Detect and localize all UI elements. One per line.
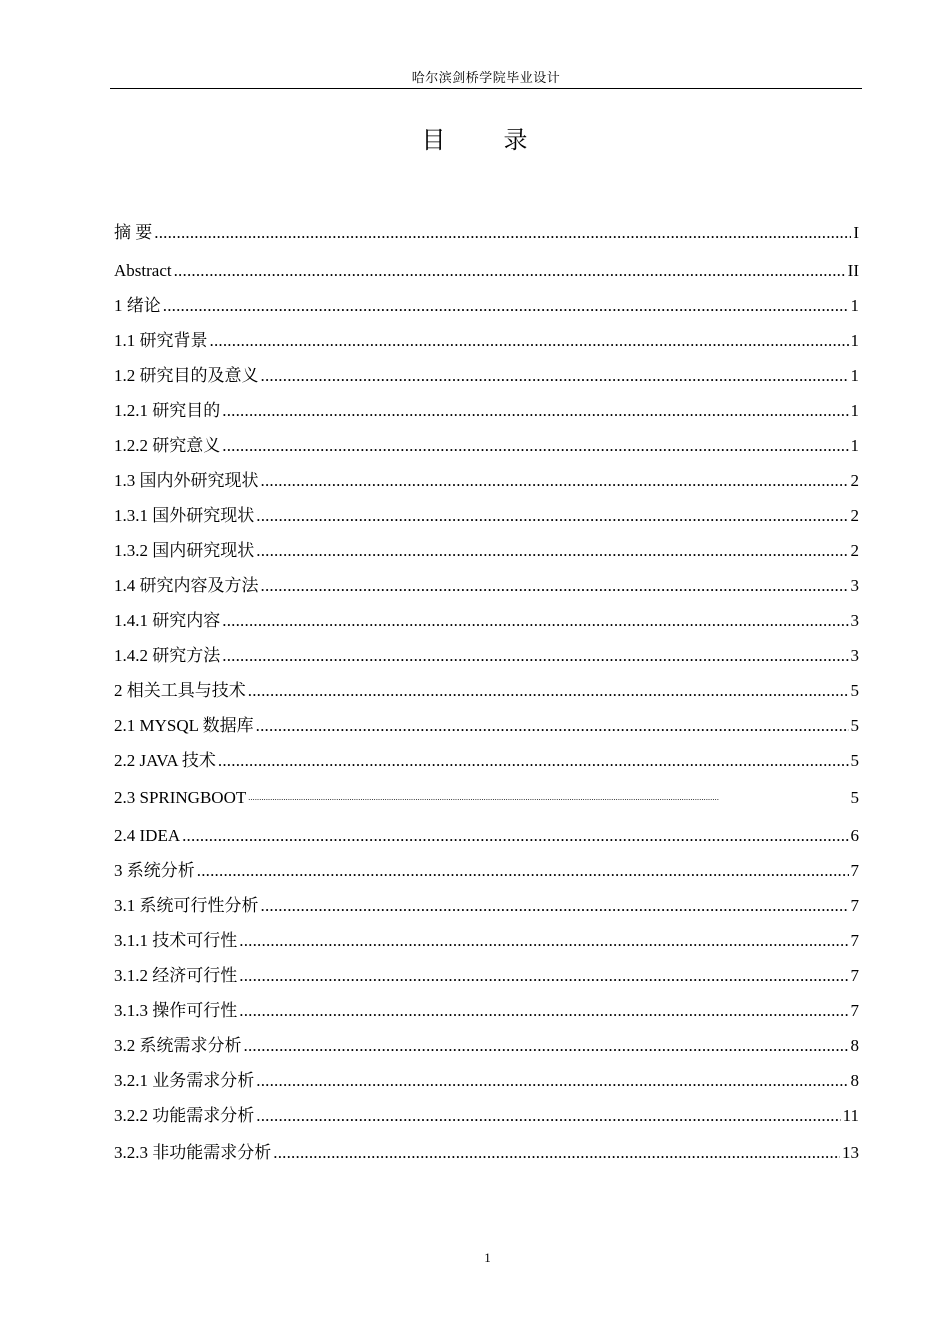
toc-leader <box>256 715 849 737</box>
toc-entry[interactable] <box>114 882 859 917</box>
toc-entry-label: 1.2.1 研究目的 <box>114 400 221 420</box>
toc-entry-page: 1 <box>850 435 859 455</box>
toc-entry-label: 3.1.3 操作可行性 <box>114 1000 238 1020</box>
toc-entry-page: 1 <box>850 365 859 385</box>
toc-entry-page: 3 <box>850 575 859 595</box>
toc-entry-page: 11 <box>842 1105 859 1125</box>
toc-leader <box>273 1142 840 1164</box>
toc-entry[interactable] <box>114 209 859 244</box>
toc-leader <box>248 784 848 809</box>
toc-entry-page: 2 <box>850 470 859 490</box>
toc-entry[interactable] <box>114 737 859 772</box>
toc-entry[interactable] <box>114 809 859 847</box>
toc-entry-page: 7 <box>850 930 859 950</box>
toc-leader <box>239 930 848 952</box>
toc-entry-label: 1 绪论 <box>114 295 161 315</box>
toc-entry[interactable] <box>114 1092 859 1127</box>
toc-entry[interactable] <box>114 317 859 352</box>
toc-entry-page: 3 <box>850 645 859 665</box>
toc-entry-page: 2 <box>850 505 859 525</box>
toc-leader <box>261 365 849 387</box>
toc-entry[interactable] <box>114 667 859 702</box>
toc-leader <box>222 645 848 667</box>
toc-leader <box>182 825 848 847</box>
toc-entry-label: 3.2.2 功能需求分析 <box>114 1105 255 1125</box>
toc-entry[interactable] <box>114 1022 859 1057</box>
toc-entry[interactable] <box>114 244 859 282</box>
toc-entry-label: 3.1.1 技术可行性 <box>114 930 238 950</box>
toc-leader <box>222 610 848 632</box>
toc-leader <box>174 260 846 282</box>
toc-entry-page: 1 <box>850 400 859 420</box>
toc-entry-label: 3.2.1 业务需求分析 <box>114 1070 255 1090</box>
toc-entry[interactable] <box>114 597 859 632</box>
toc-entry[interactable] <box>114 1057 859 1092</box>
toc-entry-page: 3 <box>850 610 859 630</box>
toc-entry-page: 13 <box>842 1143 859 1162</box>
toc-leader <box>210 330 849 352</box>
toc-entry[interactable] <box>114 457 859 492</box>
toc-entry[interactable] <box>114 422 859 457</box>
toc-entry-label: 1.3.2 国内研究现状 <box>114 540 255 560</box>
toc-entry-label: 1.2.2 研究意义 <box>114 435 221 455</box>
toc-entry-label: 1.4 研究内容及方法 <box>114 575 259 595</box>
toc-leader <box>261 470 849 492</box>
toc-entry-page: 8 <box>850 1070 859 1090</box>
toc-entry-page: 7 <box>850 1000 859 1020</box>
toc-entry[interactable] <box>114 1127 859 1165</box>
toc-entry[interactable] <box>114 847 859 882</box>
toc-entry-label: 1.3 国内外研究现状 <box>114 470 259 490</box>
toc-entry[interactable] <box>114 387 859 422</box>
toc-entry-label: 2.2 JAVA 技术 <box>114 750 216 770</box>
table-of-contents <box>114 209 859 1164</box>
toc-entry[interactable] <box>114 772 859 810</box>
toc-entry-page: 7 <box>850 895 859 915</box>
toc-entry-page: 5 <box>850 788 859 807</box>
toc-leader <box>239 965 848 987</box>
toc-entry-page: 5 <box>850 750 859 770</box>
header-rule <box>110 88 862 89</box>
toc-entry-label: 1.2 研究目的及意义 <box>114 365 259 385</box>
toc-leader <box>222 400 848 422</box>
toc-leader <box>163 295 849 317</box>
toc-entry-label: 2.1 MYSQL 数据库 <box>114 715 254 735</box>
toc-entry-page: 2 <box>850 540 859 560</box>
toc-leader <box>222 435 848 457</box>
toc-entry[interactable] <box>114 562 859 597</box>
toc-entry-label: 3.1 系统可行性分析 <box>114 895 259 915</box>
toc-leader <box>244 1035 849 1057</box>
toc-entry[interactable] <box>114 352 859 387</box>
toc-leader <box>218 750 849 772</box>
toc-entry-label: Abstract <box>114 260 172 280</box>
toc-entry-label: 摘 要 <box>114 223 153 242</box>
toc-entry-page: 1 <box>850 295 859 315</box>
toc-entry-label: 2.4 IDEA <box>114 825 181 845</box>
toc-leader <box>154 222 851 244</box>
toc-entry-page: 7 <box>850 860 859 880</box>
running-header: 哈尔滨剑桥学院毕业设计 <box>411 70 561 85</box>
toc-entry-page: 7 <box>850 965 859 985</box>
toc-leader <box>261 895 849 917</box>
page-number: 1 <box>484 1250 491 1265</box>
toc-entry-page: II <box>847 260 859 280</box>
toc-entry-label: 1.4.2 研究方法 <box>114 645 221 665</box>
toc-entry-label: 3 系统分析 <box>114 860 195 880</box>
toc-entry[interactable] <box>114 702 859 737</box>
toc-entry[interactable] <box>114 492 859 527</box>
toc-entry-page: 8 <box>850 1035 859 1055</box>
toc-entry-page: 6 <box>850 825 859 845</box>
toc-entry-label: 3.2 系统需求分析 <box>114 1035 242 1055</box>
toc-entry[interactable] <box>114 987 859 1022</box>
toc-entry-label: 1.1 研究背景 <box>114 330 208 350</box>
toc-leader <box>248 680 849 702</box>
toc-leader <box>256 540 848 562</box>
toc-entry-label: 1.4.1 研究内容 <box>114 610 221 630</box>
toc-entry[interactable] <box>114 527 859 562</box>
toc-leader <box>261 575 849 597</box>
toc-entry[interactable] <box>114 952 859 987</box>
toc-entry[interactable] <box>114 917 859 952</box>
toc-entry-page: 5 <box>850 715 859 735</box>
toc-leader <box>197 860 849 882</box>
toc-entry-label: 2 相关工具与技术 <box>114 680 246 700</box>
toc-leader <box>256 505 848 527</box>
toc-title: 目 录 <box>421 128 554 154</box>
toc-entry-page: 1 <box>850 330 859 350</box>
toc-entry[interactable] <box>114 282 859 317</box>
toc-entry-label: 3.2.3 非功能需求分析 <box>114 1143 272 1162</box>
toc-entry-label: 3.1.2 经济可行性 <box>114 965 238 985</box>
toc-entry[interactable] <box>114 632 859 667</box>
toc-leader <box>239 1000 848 1022</box>
toc-entry-label: 2.3 SPRINGBOOT <box>114 788 247 807</box>
toc-leader <box>256 1070 848 1092</box>
toc-entry-page: I <box>853 223 859 242</box>
toc-entry-page: 5 <box>850 680 859 700</box>
toc-entry-label: 1.3.1 国外研究现状 <box>114 505 255 525</box>
toc-leader <box>256 1105 840 1127</box>
